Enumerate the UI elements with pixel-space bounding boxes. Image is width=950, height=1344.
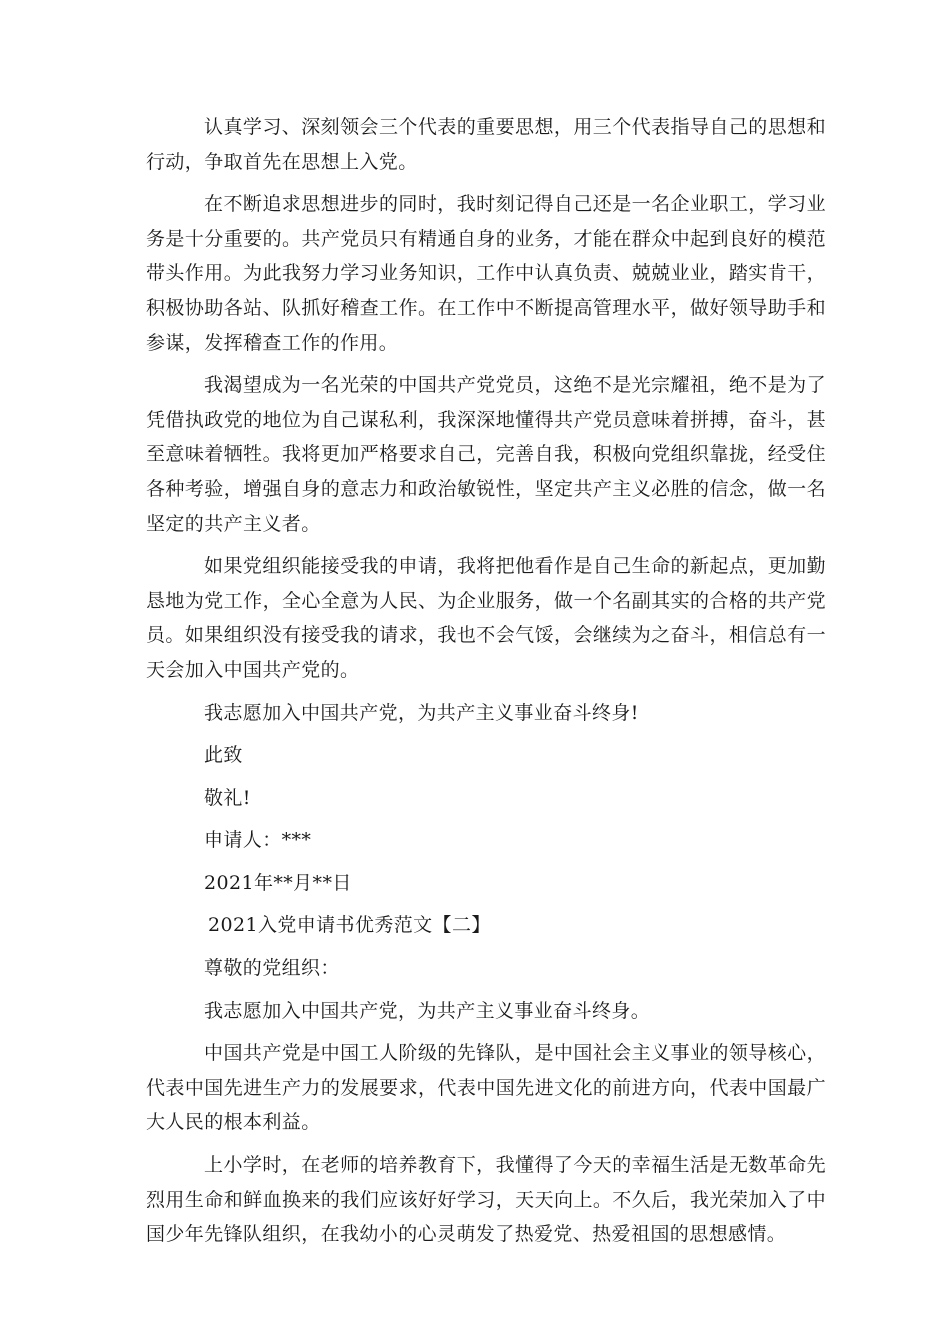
greeting-line: 尊敬的党组织： xyxy=(204,957,340,980)
paragraph: 认真学习、深刻领会三个代表的重要思想，用三个代表指导自己的思想和行动，争取首先在思想上入党。 xyxy=(146,116,826,173)
applicant-signature: 申请人：*** xyxy=(204,829,312,852)
document-body xyxy=(146,110,826,1260)
paragraph: 中国共产党是中国工人阶级的先锋队，是中国社会主义事业的领导核心，代表中国先进生产力的发展要求，代表中国先进文化的前进方向，代表中国最广大人民的根本利益。 xyxy=(146,1042,826,1134)
closing-line: 此致 xyxy=(204,744,243,767)
paragraph: 我渴望成为一名光荣的中国共产党党员，这绝不是光宗耀祖，绝不是为了凭借执政党的地位为自己谋私利，我深深地懂得共产党员意味着拼搏，奋斗，甚至意味着牺牲。我将更加严格要求自己，完善自我，积极向党组织靠拢，经受住各种考验，增强自身的意志力和政治敏锐性，坚定共产主义必胜的信念，做一名坚定的共产主义者。 xyxy=(146,374,826,535)
section-title: 2021入党申请书优秀范文【二】 xyxy=(208,914,491,937)
date-line: 2021年**月**日 xyxy=(204,871,352,894)
pledge-line-2: 我志愿加入中国共产党，为共产主义事业奋斗终身。 xyxy=(204,999,651,1022)
salute-line: 敬礼! xyxy=(204,786,251,809)
pledge-line: 我志愿加入中国共产党，为共产主义事业奋斗终身! xyxy=(204,701,639,724)
paragraph: 上小学时，在老师的培养教育下，我懂得了今天的幸福生活是无数革命先烈用生命和鲜血换来的我们应该好好学习，天天向上。不久后，我光荣加入了中国少年先锋队组织，在我幼小的心灵萌发了热爱党、热爱祖国的思想感情。 xyxy=(146,1154,826,1246)
paragraph: 在不断追求思想进步的同时，我时刻记得自己还是一名企业职工，学习业务是十分重要的。共产党员只有精通自身的业务，才能在群众中起到良好的模范带头作用。为此我努力学习业务知识，工作中认真负责、兢兢业业，踏实肯干，积极协助各站、队抓好稽查工作。在工作中不断提高管理水平，做好领导助手和参谋，发挥稽查工作的作用。 xyxy=(146,193,826,354)
paragraph: 如果党组织能接受我的申请，我将把他看作是自己生命的新起点，更加勤恳地为党工作，全心全意为人民、为企业服务，做一个名副其实的合格的共产党员。如果组织没有接受我的请求，我也不会气馁，会继续为之奋斗，相信总有一天会加入中国共产党的。 xyxy=(146,555,826,681)
